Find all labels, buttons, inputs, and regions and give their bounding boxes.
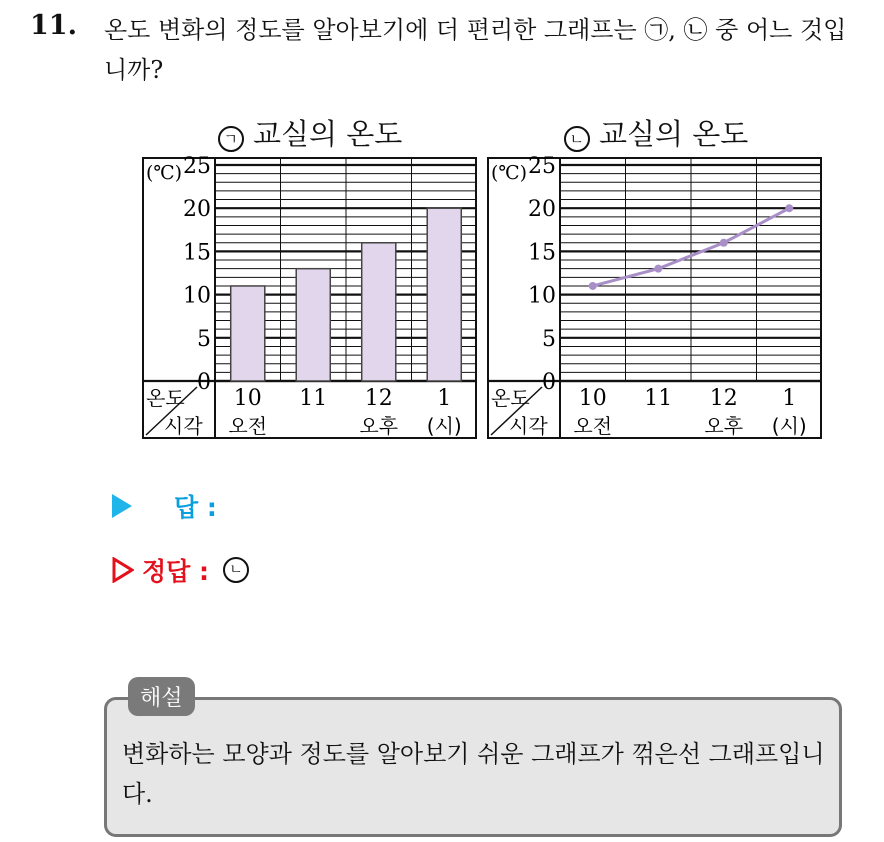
data-point [654,265,662,273]
x-tick-label: 10 [578,386,607,411]
bar [231,286,265,381]
answer-correct-row [112,552,249,588]
y-unit-label: (℃) [491,162,528,184]
bar [296,269,330,381]
y-tick-label: 25 [183,154,211,179]
period-label: 오전 [228,414,268,438]
bar [427,208,461,381]
x-tick-label: 11 [644,386,673,411]
answer-blank-row [112,488,217,524]
y-tick-label: 15 [528,240,556,266]
period-label: 오전 [573,414,613,438]
x-tick-label: 1 [782,386,797,411]
y-unit-label: (℃) [146,162,183,184]
correct-answer-label: 정답 : [142,557,210,586]
question-text: 온도 변화의 정도를 알아보기에 더 편리한 그래프는 ㉠, ㉡ 중 어느 것입니까? [104,16,847,84]
explanation-tab: 해설 [128,677,195,716]
y-tick-label: 15 [183,240,211,266]
y-tick-label: 20 [183,197,211,223]
circle-marker-a: ㄱ [218,126,244,152]
data-point [720,239,728,247]
y-tick-label: 20 [528,197,556,223]
line-chart [487,154,822,439]
corner-top-label: 온도 [491,386,530,410]
chart-title-b-text: 교실의 온도 [598,117,749,151]
corner-top-label: 온도 [146,386,185,410]
data-point [785,204,793,212]
period-label: 오후 [359,414,399,438]
correct-answer-value: ㄴ [223,557,249,583]
x-tick-label: 12 [709,386,738,411]
y-tick-label: 10 [183,283,211,309]
circle-marker-b: ㄴ [564,126,590,152]
explanation-text: 변화하는 모양과 정도를 알아보기 쉬운 그래프가 꺾은선 그래프입니다. [122,740,825,808]
y-tick-label: 25 [528,154,556,179]
question-number: 11. [30,10,77,41]
outline-triangle-icon [112,557,134,583]
y-tick-label: 0 [542,370,556,395]
y-tick-label: 5 [542,326,556,352]
period-label: 오후 [704,414,744,438]
x-tick-label: 1 [437,386,452,411]
x-tick-label: 12 [364,386,393,411]
bar-chart [142,154,477,439]
x-tick-label: 10 [233,386,262,411]
y-tick-label: 10 [528,283,556,309]
play-icon [112,494,132,518]
period-label: (시) [771,414,807,438]
y-tick-label: 0 [197,370,211,395]
period-label: (시) [426,414,462,438]
chart-title-b [536,112,776,153]
corner-bottom-label: 시각 [509,414,548,438]
chart-title-a-text: 교실의 온도 [252,117,403,151]
y-tick-label: 5 [197,326,211,352]
x-tick-label: 11 [299,386,328,411]
bar [362,243,396,381]
chart-title-a [190,112,430,153]
data-point [589,282,597,290]
corner-bottom-label: 시각 [164,414,203,438]
answer-label: 답 : [174,493,217,522]
